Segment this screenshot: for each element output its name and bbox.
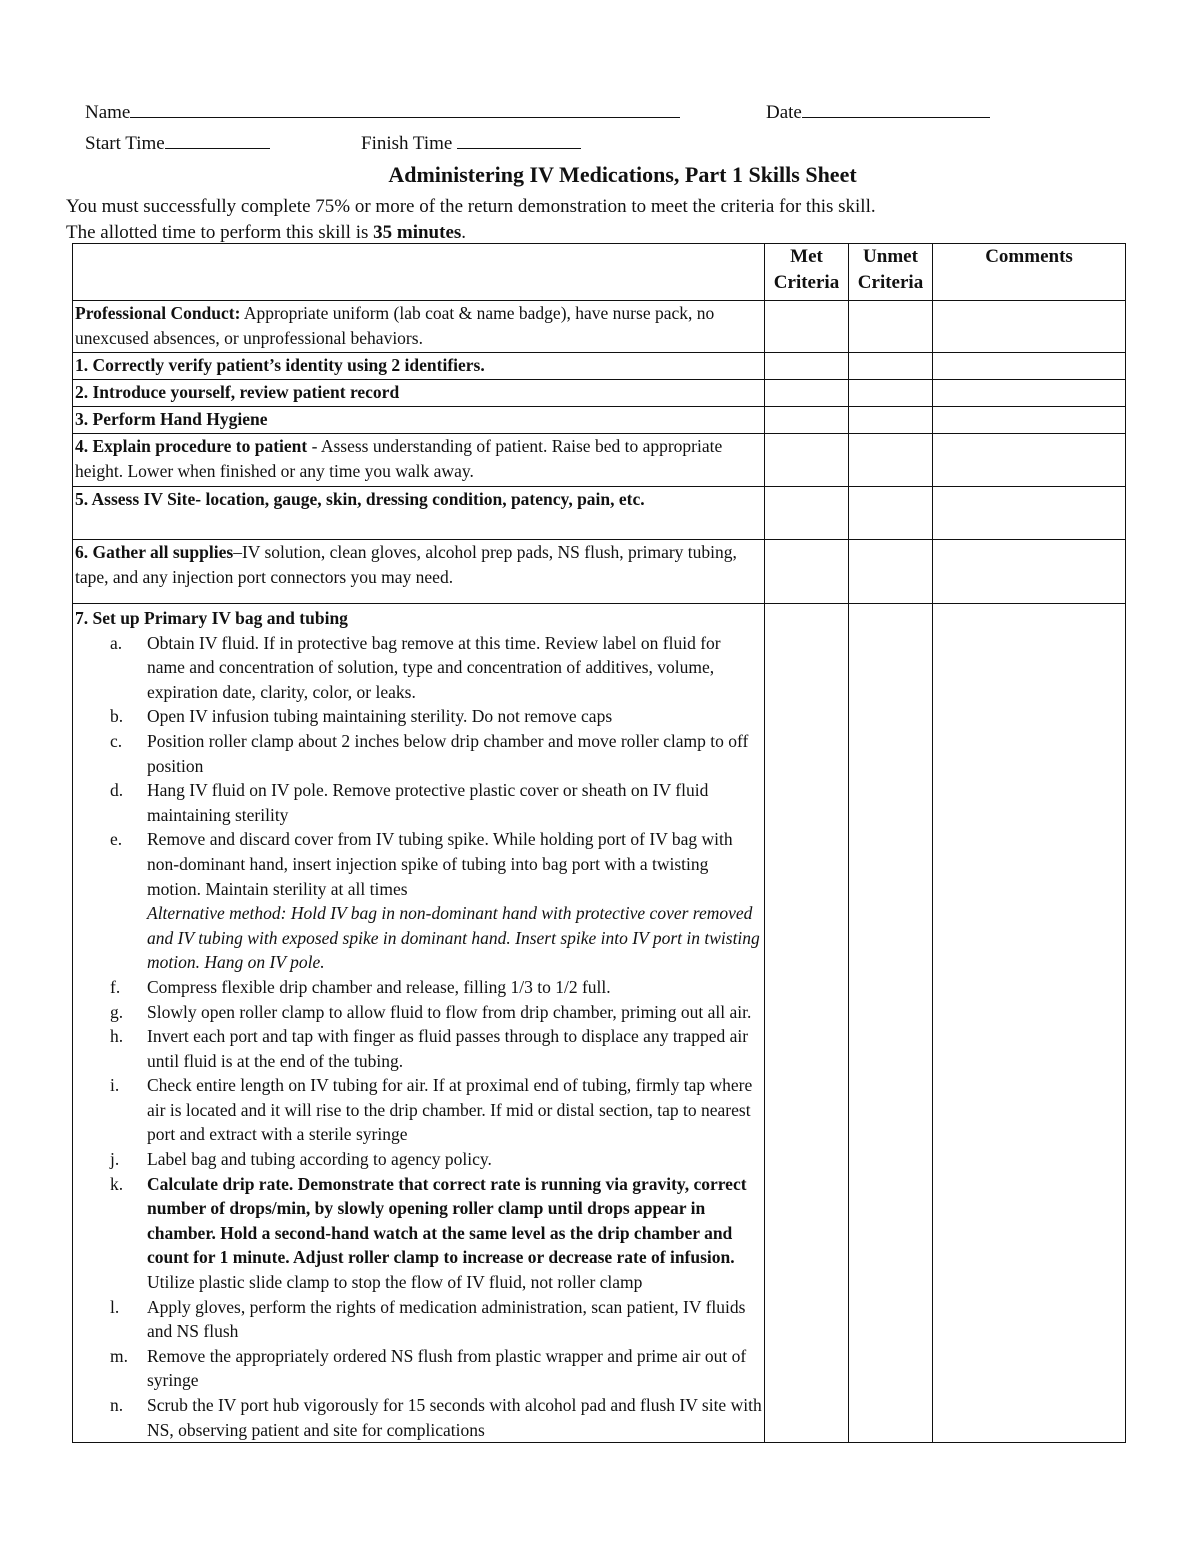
step7-list [75,631,762,1443]
page-title: Administering IV Medications, Part 1 Skills Sheet [388,162,857,187]
name-blank[interactable] [130,100,680,118]
comments-cell[interactable] [933,487,1126,540]
item-heading: 5. Assess IV Site- location, gauge, skin, dressing condition, patency, pain, etc. [75,489,645,509]
item-explain-procedure [73,434,765,487]
comments-cell[interactable] [933,540,1126,604]
item-text: - Assess understanding of patient. Raise bed to appropriate height. Lower when finished or any time you walk away. [75,436,723,481]
unmet-cell[interactable] [849,353,933,380]
list-letter: b. [110,706,124,727]
list-letter: n. [110,1395,124,1415]
allotted-time: 35 minutes [373,222,462,243]
name-field-row [85,100,680,124]
list-item [75,975,762,1000]
list-item [75,1295,762,1344]
finish-time-row [361,131,581,155]
list-letter: m. [110,1345,128,1366]
met-cell[interactable] [765,301,849,353]
unmet-cell[interactable] [849,487,933,540]
table-row [73,604,1126,1443]
list-letter: c. [110,730,123,751]
item-heading: Professional Conduct: [75,303,241,323]
item-assess-iv-site [73,487,765,540]
item-hand-hygiene [73,407,765,434]
list-item [75,1393,762,1442]
list-text [147,827,762,975]
instructions-line-1: You must successfully complete 75% or more of the return demonstration to meet the criteria for this skill. [66,196,876,217]
met-cell[interactable] [765,407,849,434]
item-heading: 3. Perform Hand Hygiene [75,409,268,429]
comments-cell[interactable] [933,301,1126,353]
instructions-prefix: The allotted time to perform this skill is [66,222,374,243]
unmet-cell[interactable] [849,540,933,604]
instructions-suffix: . [461,222,467,243]
finish-time-label: Finish Time [361,133,453,154]
met-cell[interactable] [765,353,849,380]
name-label: Name [85,102,131,123]
list-text: Obtain IV fluid. If in protective bag remove at this time. Review label on fluid for name and concentration of solution, type and concentration of additives, volume, expiration date, clarity, color, or leaks. [147,632,721,702]
item-heading: 6. Gather all supplies [75,542,234,562]
unmet-cell[interactable] [849,407,933,434]
step7-heading: 7. Set up Primary IV bag and tubing [75,608,348,628]
list-text: Slowly open roller clamp to allow fluid to flow from drip chamber, priming out all air. [147,1001,752,1022]
comments-cell[interactable] [933,604,1126,1443]
header-unmet-criteria: Unmet Criteria [849,244,933,301]
list-letter: h. [110,1026,124,1047]
item-text: Appropriate uniform (lab coat & name badge), have nurse pack, no unexcused absences, or unprofessional behaviors. [75,303,715,348]
list-letter: d. [110,780,124,801]
list-letter: a. [110,632,123,653]
list-item [75,1073,762,1147]
comments-cell[interactable] [933,407,1126,434]
alternative-method-note: Alternative method: Hold IV bag in non-dominant hand with protective cover removed and IV tubing with exposed spike in dominant hand. Insert spike into IV port in twisting motion. Hang on IV pole. [147,903,760,973]
item-professional-conduct [73,301,765,353]
list-item [75,1172,762,1295]
start-time-label: Start Time [85,133,165,154]
list-item [75,1147,762,1172]
list-text: Remove the appropriately ordered NS flush from plastic wrapper and prime air out of syringe [147,1345,747,1391]
list-item [75,827,762,975]
date-field-row [766,100,990,124]
list-text: Label bag and tubing according to agency policy. [147,1149,492,1170]
met-cell[interactable] [765,434,849,487]
table-row [73,487,1126,540]
start-time-blank[interactable] [165,131,270,149]
table-header-row [73,244,1126,301]
comments-cell[interactable] [933,434,1126,487]
list-text: Open IV infusion tubing maintaining sterility. Do not remove caps [147,706,613,727]
list-text: Invert each port and tap with finger as fluid passes through to displace any trapped air until fluid is at the end of the tubing. [147,1026,749,1071]
comments-cell[interactable] [933,380,1126,407]
list-text-main: Remove and discard cover from IV tubing spike. While holding port of IV bag with non-dominant hand, insert injection spike of tubing into bag port with a twisting motion. Maintain sterility at all times [147,829,733,899]
list-text: Hang IV fluid on IV pole. Remove protective plastic cover or sheath on IV fluid maintaining sterility [147,780,709,825]
start-time-row [85,131,270,155]
date-label: Date [766,102,802,123]
met-cell[interactable] [765,380,849,407]
met-cell[interactable] [765,487,849,540]
table-row [73,540,1126,604]
unmet-cell[interactable] [849,434,933,487]
header-comments: Comments [933,244,1126,301]
list-item [75,1024,762,1073]
item-text: –IV solution, clean gloves, alcohol prep pads, NS flush, primary tubing, tape, and any injection port connectors you may need. [75,542,737,587]
list-text: Position roller clamp about 2 inches below drip chamber and move roller clamp to off position [147,730,749,776]
item-gather-supplies [73,540,765,604]
unmet-cell[interactable] [849,380,933,407]
met-cell[interactable] [765,604,849,1443]
list-text: Check entire length on IV tubing for air. If at proximal end of tubing, firmly tap where air is located and it will rise to the drip chamber. If mid or distal section, tap to nearest port and extract with a sterile syringe [147,1075,753,1145]
list-text [147,1172,762,1295]
list-letter: f. [110,976,121,997]
table-row [73,301,1126,353]
item-setup-primary-iv [73,604,765,1443]
list-item [75,729,762,778]
list-letter: e. [110,829,123,850]
list-item [75,1344,762,1393]
list-item [75,778,762,827]
list-item [75,704,762,729]
list-item [75,631,762,705]
list-item [75,1000,762,1025]
date-blank[interactable] [802,100,990,118]
list-letter: g. [110,1001,124,1022]
list-text: Compress flexible drip chamber and release, filling 1/3 to 1/2 full. [147,976,611,997]
table-row [73,380,1126,407]
table-row [73,407,1126,434]
header-met-criteria: Met Criteria [765,244,849,301]
list-letter: i. [110,1075,120,1096]
item-verify-identity [73,353,765,380]
table-row [73,434,1126,487]
list-text: Apply gloves, perform the rights of medication administration, scan patient, IV fluids and NS flush [147,1296,746,1342]
item-heading: 4. Explain procedure to patient [75,436,308,456]
header-item-cell [73,244,765,301]
met-cell[interactable] [765,540,849,604]
list-text-main: Utilize plastic slide clamp to stop the flow of IV fluid, not roller clamp [147,1272,643,1293]
item-introduce [73,380,765,407]
list-text: Scrub the IV port hub vigorously for 15 seconds with alcohol pad and flush IV site with NS, observing patient and site for complications [147,1395,762,1440]
comments-cell[interactable] [933,353,1126,380]
list-letter: l. [110,1296,120,1317]
skills-table [72,243,1126,1443]
unmet-cell[interactable] [849,301,933,353]
drip-rate-instructions: Calculate drip rate. Demonstrate that correct rate is running via gravity, correct number of drops/min, by slowly opening roller clamp until drops appear in chamber. Hold a second-hand watch at the same level as the drip chamber and count for 1 minute. Adjust roller clamp to increase or decrease rate of infusion. [147,1173,747,1268]
unmet-cell[interactable] [849,604,933,1443]
finish-time-blank[interactable] [457,131,581,149]
instructions [66,194,876,246]
item-heading: 1. Correctly verify patient’s identity using 2 identifiers. [75,355,485,375]
list-letter: j. [110,1149,120,1170]
item-heading: 2. Introduce yourself, review patient record [75,382,400,402]
table-row [73,353,1126,380]
list-letter: k. [110,1173,124,1194]
